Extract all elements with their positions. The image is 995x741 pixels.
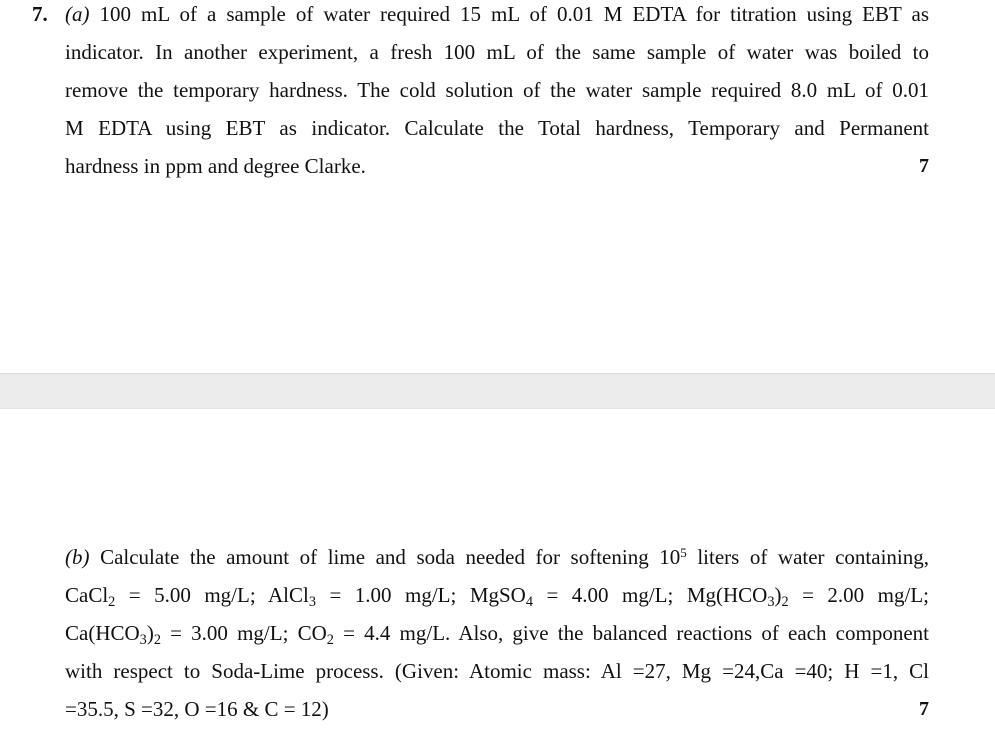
part-a-line-4: M EDTA using EBT as indicator. Calculate the Total hardness, Temporary and Permanent [65,116,929,140]
part-a-line-3: remove the temporary hardness. The cold solution of the water sample required 8.0 mL of 0.01 [65,78,929,102]
part-a-line-2: indicator. In another experiment, a fresh 100 mL of the same sample of water was boiled to [65,40,929,64]
page-bottom [0,409,995,741]
page-separator [0,373,995,409]
part-b-marks: 7 [919,698,929,720]
part-b-line-5: =35.5, S =32, O =16 & C = 12) [65,697,329,721]
part-b-line-3: $Ca(HCO_3)_2 = 3.00$ mg/L; $CO_2 = 4.4$ mg/L. Also, give the balanced reactions of each component [65,621,929,648]
part-a-line-1: (a) 100 mL of a sample of water required 15 mL of 0.01 M EDTA for titration using EBT as [65,2,929,26]
part-a-line-5: hardness in ppm and degree Clarke. [65,154,366,178]
part-a-label: (a) [65,2,90,26]
part-a-marks: 7 [919,155,929,177]
part-b-line-4: with respect to Soda-Lime process. (Given: Atomic mass: Al =27, Mg =24,Ca =40; H =1, Cl [65,659,929,683]
question-number: 7. [32,2,48,26]
part-b-label: (b) [65,545,90,569]
part-b-line-2: CaCl$_2$ = 5.00 mg/L; AlCl$_3$ = 1.00 mg/L; MgSO$_4$ = 4.00 mg/L; $Mg(HCO_3)_2 = 2.00$ mg/L; [65,583,929,610]
part-b-line-1: (b) Calculate the amount of lime and soda needed for softening $10^5$ liters of water containing, [65,544,930,569]
